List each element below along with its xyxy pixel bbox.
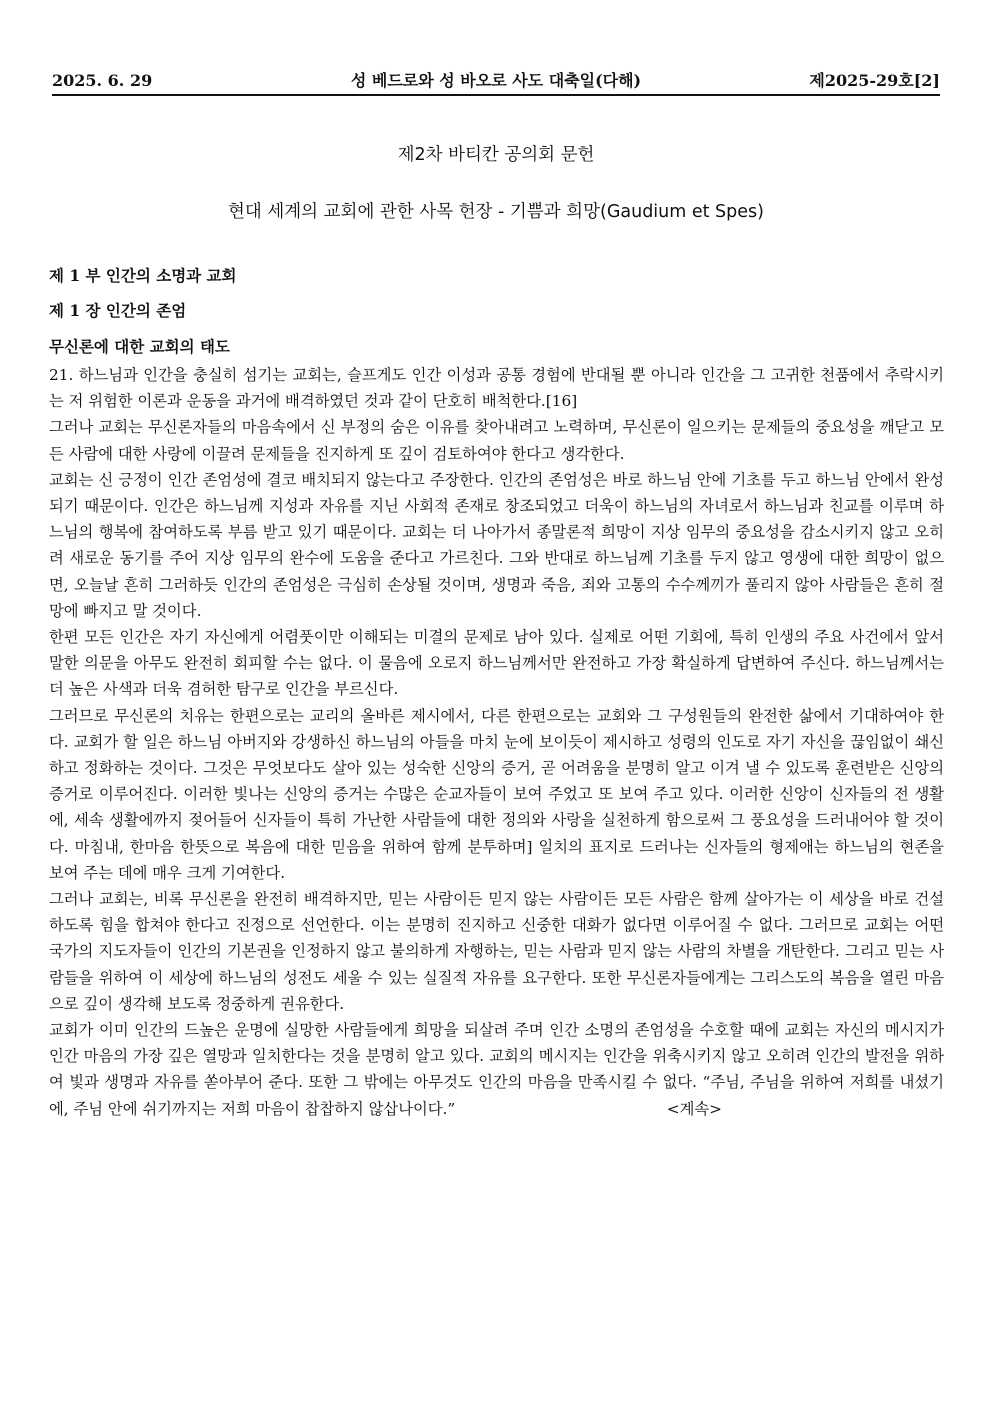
article-body	[49, 362, 944, 1122]
topic-heading: 무신론에 대한 교회의 태도	[49, 337, 230, 356]
document-subtitle: 현대 세계의 교회에 관한 사목 헌장 - 기쁨과 희망(Gaudium et Spes)	[227, 202, 764, 222]
paragraph: 교회는 신 긍정이 인간 존엄성에 결코 배치되지 않는다고 주장한다. 인간의 존엄성은 바로 하느님 안에 기초를 두고 하느님 안에서 완성되기 때문이다. 인간은 하느님께 지성과 자유를 지닌 사회적 존재로 창조되었고 더욱이 하느님의 자녀로서 하느님과 친교를 이루며 하느님의 행복에 참여하도록 부름 받고 있기 때문이다. 교회는 더 나아가서 종말론적 희망이 지상 임무의 중요성을 감소시키지 않고 오히려 새로운 동기를 주어 지상 임무의 완수에 도움을 준다고 가르친다. 그와 반대로 하느님께 기초를 두지 않고 영생에 대한 희망이 없으면, 오늘날 흔히 그러하듯 인간의 존엄성은 극심히 손상될 것이며, 생명과 죽음, 죄와 고통의 수수께끼가 풀리지 않아 사람들은 흔히 절망에 빠지고 말 것이다.	[49, 470, 944, 620]
header-date: 2025. 6. 29	[52, 71, 153, 90]
header-feast-title: 성 베드로와 성 바오로 사도 대축일(다해)	[350, 71, 642, 90]
paragraph-text: 교회가 이미 인간의 드높은 운명에 실망한 사람들에게 희망을 되살려 주며 인간 소명의 존엄성을 수호할 때에 교회는 자신의 메시지가 인간 마음의 가장 깊은 열망과 일치한다는 것을 분명히 알고 있다. 교회의 메시지는 인간을 위축시키지 않고 오히려 인간의 발전을 위하여 빛과 생명과 자유를 쏟아부어 준다. 또한 그 밖에는 아무것도 인간의 마음을 만족시킬 수 없다. “주님, 주님을 위하여 저희를 내셨기에, 주님 안에 쉬기까지는 저희 마음이 찹찹하지 않삽나이다.”	[49, 1021, 944, 1118]
paragraph-last	[49, 1017, 944, 1122]
chapter-heading: 제 1 장 인간의 존엄	[49, 301, 187, 320]
paragraph: 21. 하느님과 인간을 충실히 섬기는 교회는, 슬프게도 인간 이성과 공통 경험에 반대될 뿐 아니라 인간을 그 고귀한 천품에서 추락시키는 저 위험한 이론과 운동을 과거에 배격하였던 것과 같이 단호히 배척한다.[16]	[49, 366, 944, 411]
document-title: 제2차 바티칸 공의회 문헌	[397, 145, 595, 165]
paragraph: 그러나 교회는, 비록 무신론을 완전히 배격하지만, 믿는 사람이든 믿지 않는 사람이든 모든 사람은 함께 살아가는 이 세상을 바로 건설하도록 힘을 합쳐야 한다고 진정으로 선언한다. 이는 분명히 진지하고 신중한 대화가 없다면 이루어질 수 없다. 그러므로 교회는 어떤 국가의 지도자들이 인간의 기본권을 인정하지 않고 불의하게 자행하는, 믿는 사람과 믿지 않는 사람의 차별을 개탄한다. 그리고 믿는 사람들을 위하여 이 세상에 하느님의 성전도 세울 수 있는 실질적 자유를 요구한다. 또한 무신론자들에게는 그리스도의 복음을 열린 마음으로 깊이 생각해 보도록 정중하게 권유한다.	[49, 890, 944, 1013]
paragraph: 한편 모든 인간은 자기 자신에게 어렴풋이만 이해되는 미결의 문제로 남아 있다. 실제로 어떤 기회에, 특히 인생의 주요 사건에서 앞서 말한 의문을 아무도 완전히 회피할 수는 없다. 이 물음에 오로지 하느님께서만 완전하고 가장 확실하게 답변하여 주신다. 하느님께서는 더 높은 사색과 더욱 겸허한 탐구로 인간을 부르신다.	[49, 628, 944, 699]
header-issue-number: 제2025-29호[2]	[809, 71, 940, 90]
page-header	[52, 70, 940, 96]
part-heading: 제 1 부 인간의 소명과 교회	[49, 266, 237, 285]
continued-label: <계속>	[666, 1099, 722, 1118]
paragraph: 그러므로 무신론의 치유는 한편으로는 교리의 올바른 제시에서, 다른 한편으로는 교회와 그 구성원들의 완전한 삶에서 기대하여야 한다. 교회가 할 일은 하느님 아버지와 강생하신 하느님의 아들을 마치 눈에 보이듯이 제시하고 성령의 인도로 자기 자신을 끊임없이 쇄신하고 정화하는 것이다. 그것은 무엇보다도 살아 있는 성숙한 신앙의 증거, 곧 어려움을 분명히 알고 이겨 낼 수 있도록 훈련받은 신앙의 증거로 이루어진다. 이러한 빛나는 신앙의 증거는 수많은 순교자들이 보여 주었고 또 보여 주고 있다. 이러한 신앙이 신자들의 전 생활에, 세속 생활에까지 젖어들어 신자들이 특히 가난한 사람들에 대한 정의와 사랑을 실천하게 함으로써 그 풍요성을 드러내어야 할 것이다. 마침내, 한마음 한뜻으로 복음에 대한 믿음을 위하여 함께 분투하며] 일치의 표지로 드러나는 신자들의 형제애는 하느님의 현존을 보여 주는 데에 매우 크게 기여한다.	[49, 706, 944, 882]
paragraph: 그러나 교회는 무신론자들의 마음속에서 신 부정의 숨은 이유를 찾아내려고 노력하며, 무신론이 일으키는 문제들의 중요성을 깨닫고 모든 사람에 대한 사랑에 이끌려 문제들을 진지하게 또 깊이 검토하여야 한다고 생각한다.	[49, 418, 944, 463]
